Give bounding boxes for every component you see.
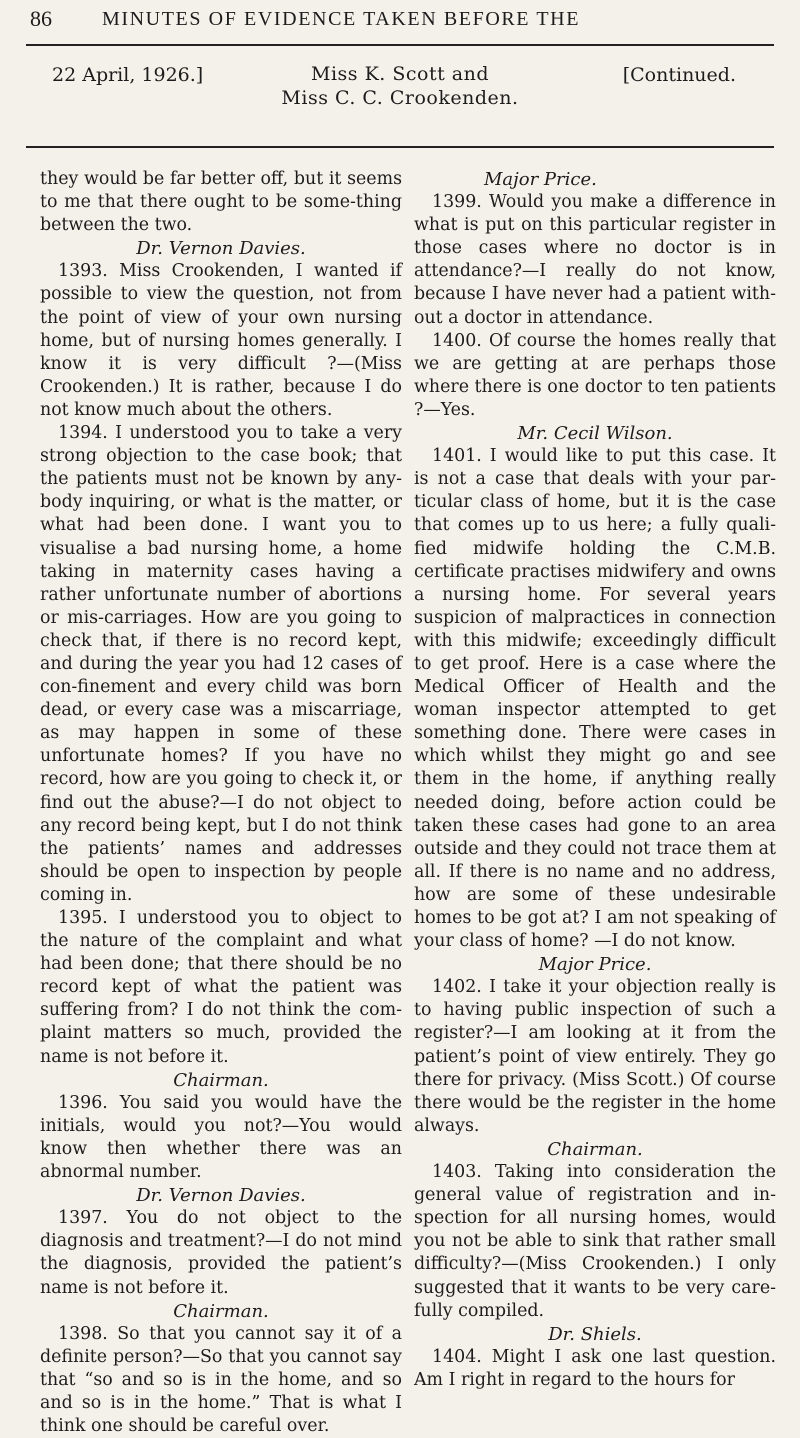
witness-line-1: Miss K. Scott and [311, 63, 489, 85]
header-rule [26, 44, 774, 46]
paragraph: they would be far better off, but it seems to me that there ought to be some-thing between the two. [40, 169, 402, 236]
question-paragraph: 1400. Of course the homes really that we are getting at are perhaps those where there is one doctor to ten patients ?—Yes. [414, 330, 776, 420]
subheader-rule [26, 146, 774, 148]
question-paragraph: 1396. You said you would have the initials, would you not?—You would know then whether there was an abnormal number. [40, 1092, 402, 1183]
question-paragraph: 1395. I understood you to object to the nature of the complaint and what had been done; that there should be no record kept of what the patient was suffering from? I do not think the com-plaint matters so much, provided the name is not before it. [40, 908, 402, 1067]
question-paragraph: 1401. I would like to put this case. It is not a case that deals with your par-ticular class of home, but it is the case that comes up to us here; a fully quali-fied midwife holding the C.M.B. certificate practises midwifery and owns a nursing home. For several years suspicion of malpractices in connection with this midwife; exceedingly difficult to get proof. Here is a case where the Medical Officer of Health and the woman inspector attempted to get something done. There were cases in which whilst they might go and see them in the home, if anything really needed doing, before action could be taken these cases had gone to an area outside and they could not trace them at all. If there is no name and no address, how are some of these undesirable homes to be got at? I am not speaking of your class of home? —I do not know. [414, 446, 776, 952]
question-paragraph: 1394. I understood you to take a very strong objection to the case book; that the patients must not be known by any-body inquiring, or what is the matter, or what had been done. I want you to visualise a bad nursing home, a home taking in maternity cases having a rather unfortunate number of abortions or mis-carriages. How are you going to check that, if there is no record kept, and during the year you had 12 cases of con-finement and every child was born dead, or every case was a miscarriage, as may happen in some of these unfortunate homes? If you have no record, how are you going to check it, or find out the abuse?—I do not object to any record being kept, but I do not think the patients’ names and addresses should be open to inspection by people coming in. [40, 423, 402, 905]
witness-line-2: Miss C. C. Crookenden. [281, 87, 519, 109]
page-number: 86 [30, 6, 52, 31]
speaker-heading: Dr. Shiels. [548, 1323, 642, 1345]
speaker-heading: Major Price. [538, 954, 652, 976]
speaker-heading: Chairman. [547, 1138, 643, 1160]
question-paragraph: 1404. Might I ask one last question. Am I right in regard to the hours for [414, 1346, 776, 1390]
speaker-heading: Dr. Vernon Davies. [136, 1185, 306, 1207]
left-column [40, 168, 402, 1438]
speaker-heading: Mr. Cecil Wilson. [517, 423, 673, 445]
running-head: MINUTES OF EVIDENCE TAKEN BEFORE THE [102, 8, 581, 30]
speaker-heading: Chairman. [173, 1300, 269, 1322]
speaker-heading: Chairman. [173, 1069, 269, 1091]
question-paragraph: 1393. Miss Crookenden, I wanted if possible to view the question, not from the point of view of your own nursing home, but of nursing homes generally. I know it is very difficult ?—(Miss Crookenden.) It is rather, because I do not know much about the others. [40, 261, 402, 420]
speaker-heading: Major Price. [484, 169, 597, 190]
continued-marker: [Continued. [622, 64, 736, 86]
session-date: 22 April, 1926.] [52, 64, 204, 86]
question-paragraph: 1403. Taking into consideration the general value of registration and in-spection for all nursing homes, would you not be able to sink that rather small difficulty?—(Miss Crookenden.) I only suggested that it wants to be very care-fully compiled. [414, 1162, 776, 1321]
speaker-heading: Dr. Vernon Davies. [136, 238, 306, 260]
right-column [414, 168, 776, 1392]
question-paragraph: 1399. Would you make a difference in what is put on this particular register in those cases where no doctor is in attendance?—I really do not know, because I have never had a patient with-out a doctor in attendance. [414, 192, 776, 328]
question-paragraph: 1397. You do not object to the diagnosis and treatment?—I do not mind the diagnosis, provided the patient’s name is not before it. [40, 1208, 402, 1298]
question-paragraph: 1402. I take it your objection really is to having public inspection of such a register?—I am looking at it from the patient’s point of view entirely. They go there for privacy. (Miss Scott.) Of course there would be the register in the home always. [414, 977, 776, 1136]
question-paragraph: 1398. So that you cannot say it of a definite person?—So that you cannot say that “so and so is in the home, and so and so is in the home.” That is what I think one should be careful over. [40, 1323, 402, 1437]
